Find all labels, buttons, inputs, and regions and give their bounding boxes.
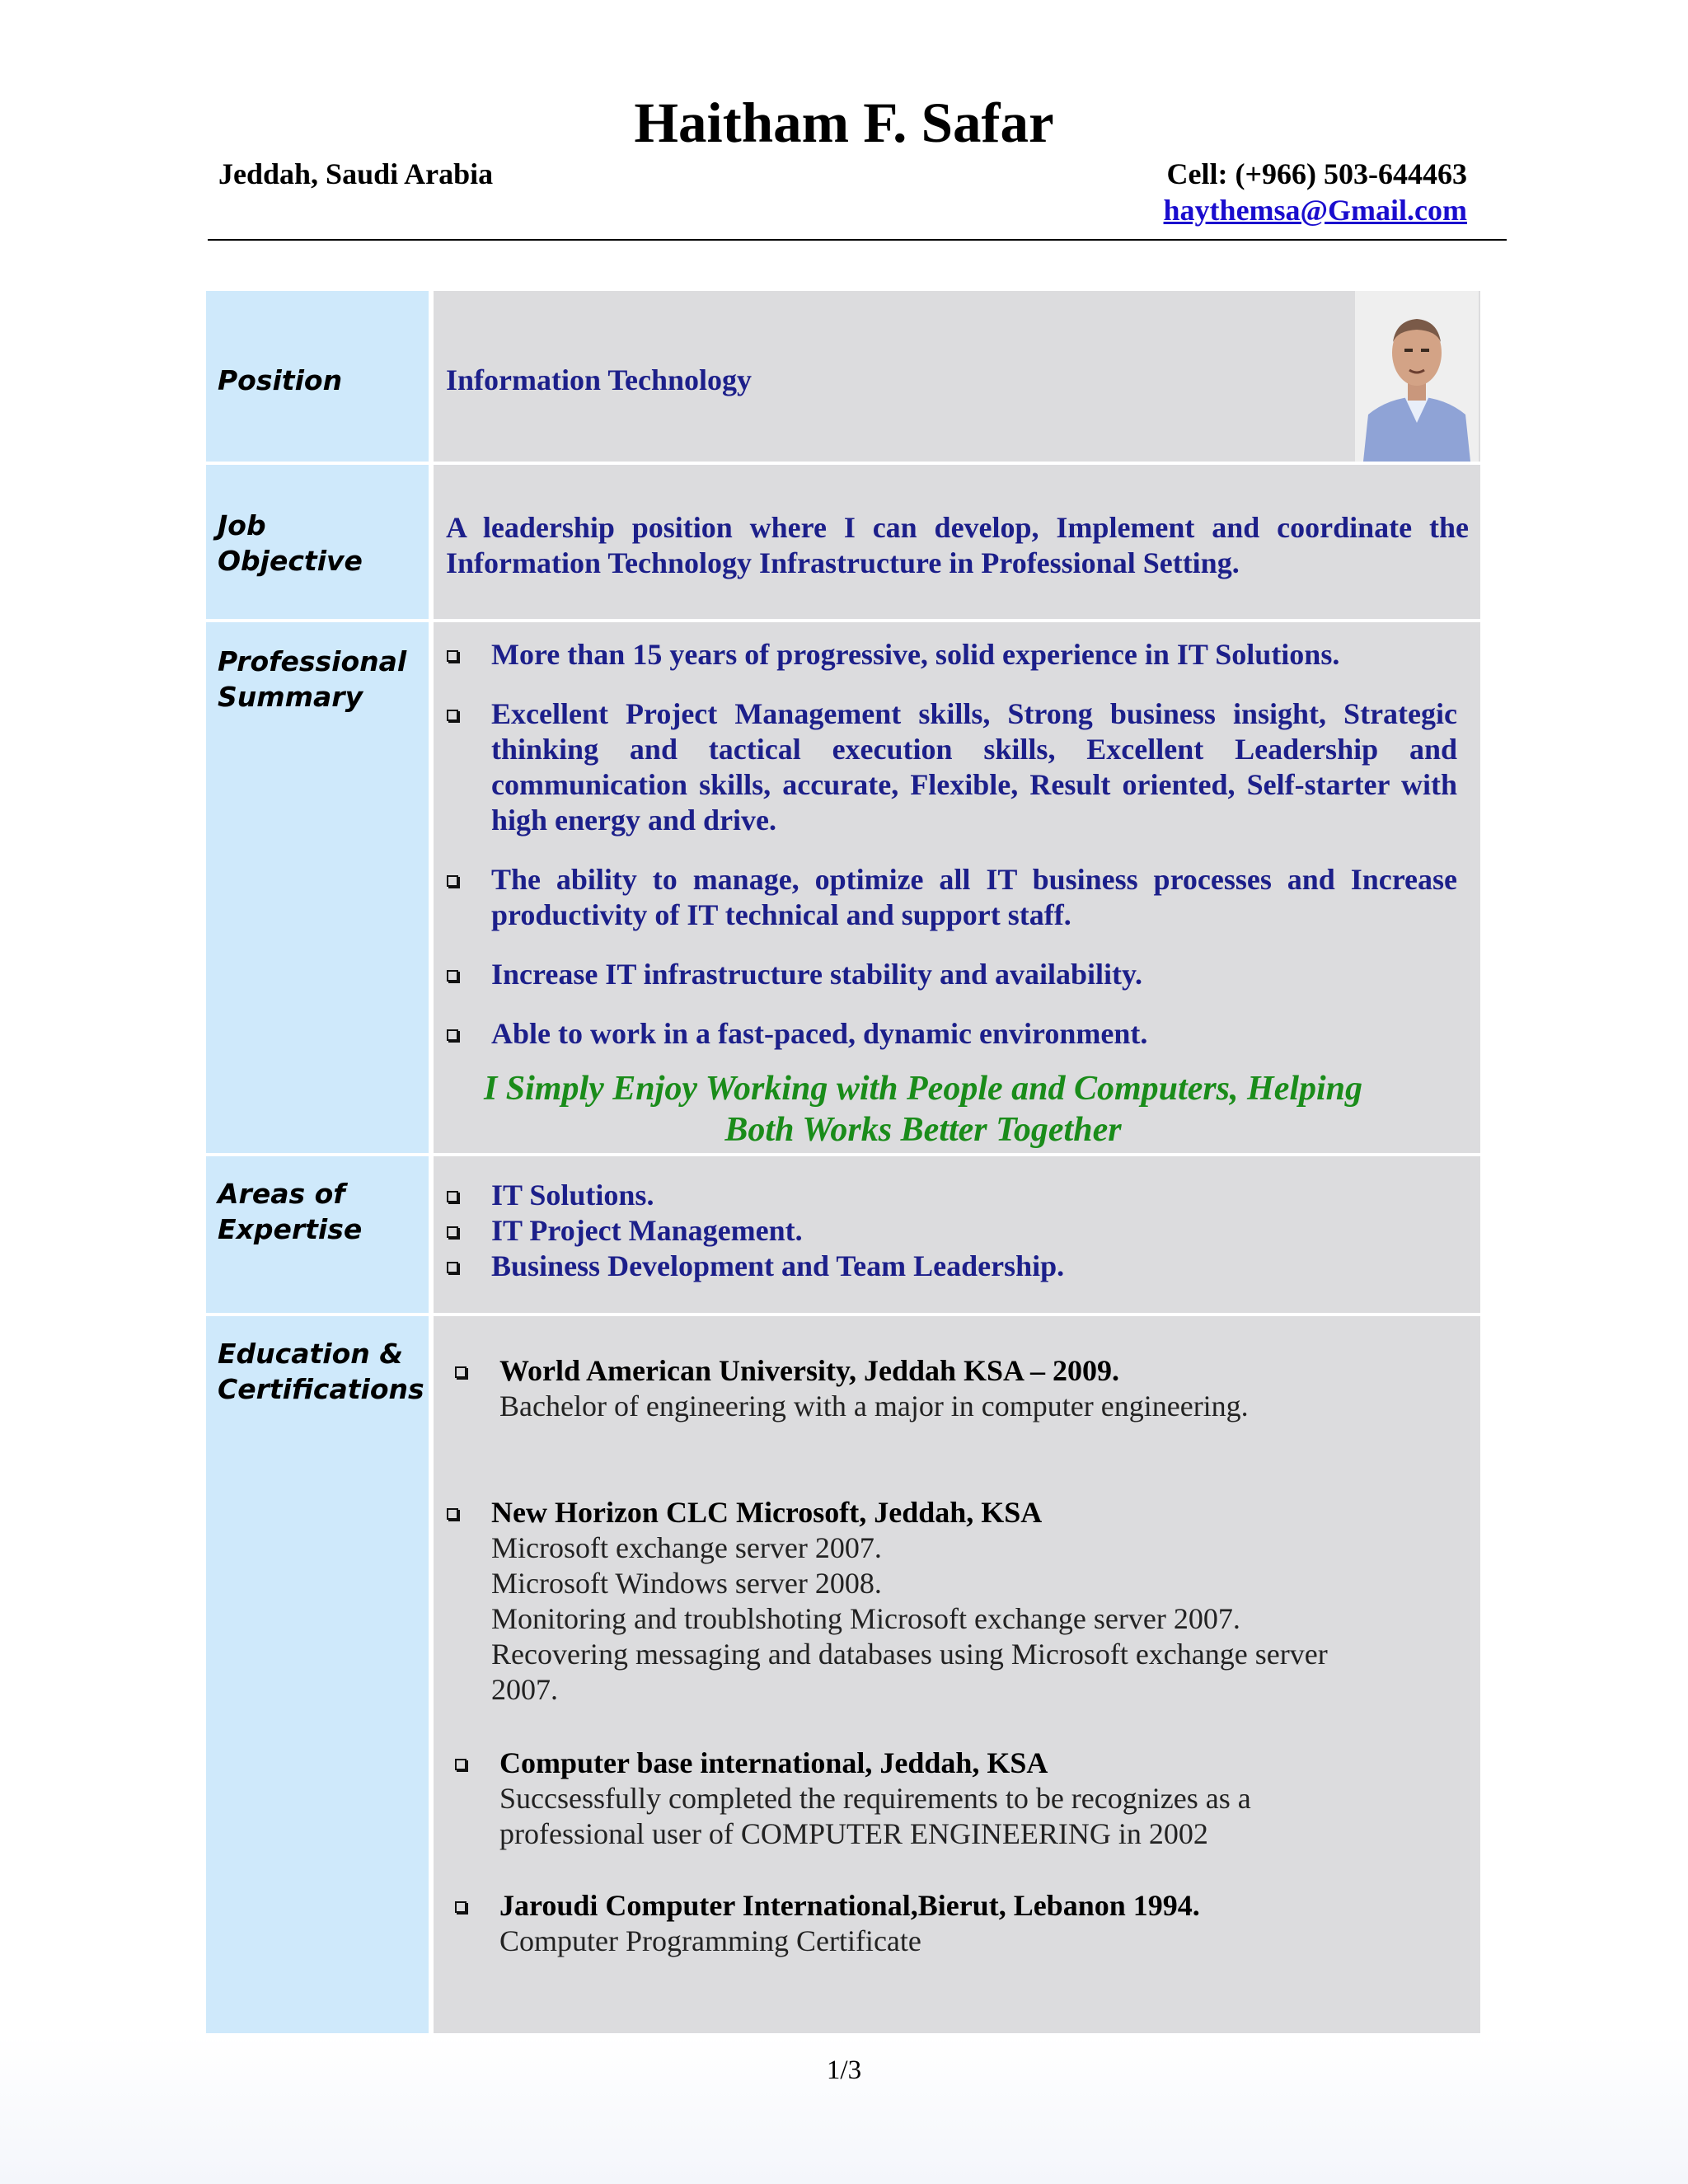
checkbox-bullet-icon: [447, 710, 458, 721]
summary-cell: [434, 622, 1480, 1153]
education-entry-body: [499, 1353, 1249, 1424]
checkbox-bullet-icon: [447, 1262, 458, 1273]
expertise-item-text: Business Development and Team Leadership.: [491, 1249, 1065, 1282]
education-entry: [455, 1888, 1447, 1959]
checkbox-bullet-icon: [447, 1029, 458, 1041]
summary-label-line2: Summary: [218, 681, 363, 713]
education-cell: [434, 1316, 1480, 2033]
expertise-item: [447, 1213, 1457, 1249]
education-entry-body: [491, 1495, 1328, 1708]
education-entry-line: Microsoft Windows server 2008.: [491, 1567, 882, 1600]
education-entry-body: [499, 1746, 1251, 1852]
expertise-label: [206, 1156, 429, 1313]
summary-item-text: Increase IT infrastructure stability and availability.: [491, 958, 1143, 991]
objective-label: [206, 465, 429, 619]
objective-text: A leadership position where I can develop, Implement and coordinate the Information Technology Infrastructure in Professional Setting.: [446, 511, 1469, 579]
summary-label: [206, 622, 429, 1153]
summary-label-line1: Professional: [218, 645, 407, 677]
expertise-cell: [434, 1156, 1480, 1313]
objective-label-line1: Job: [218, 509, 266, 541]
education-entry-title: Computer base international, Jeddah, KSA: [499, 1746, 1048, 1779]
quote-line1: I Simply Enjoy Working with People and Computers, Helping: [483, 1070, 1363, 1108]
education-entry-line: Succsessfully completed the requirements to be recognizes as a: [499, 1782, 1251, 1815]
position-value: Information Technology: [446, 363, 753, 396]
resume-name: Haitham F. Safar: [634, 91, 1054, 154]
summary-item: [447, 696, 1457, 838]
expertise-item-text: IT Project Management.: [491, 1214, 803, 1247]
education-entry-title: Jaroudi Computer International,Bierut, Lebanon 1994.: [499, 1889, 1200, 1922]
checkbox-bullet-icon: [455, 1366, 467, 1378]
education-entry: [455, 1353, 1447, 1424]
education-entry-line: 2007.: [491, 1673, 558, 1706]
expertise-item: [447, 1178, 1457, 1213]
expertise-item-text: IT Solutions.: [491, 1179, 654, 1212]
location: Jeddah, Saudi Arabia: [218, 157, 494, 190]
education-entry: [455, 1746, 1447, 1852]
checkbox-bullet-icon: [447, 875, 458, 887]
summary-item: [447, 637, 1457, 673]
header-divider: [208, 239, 1507, 241]
education-entry-title: New Horizon CLC Microsoft, Jeddah, KSA: [491, 1496, 1043, 1529]
cell-phone: Cell: (+966) 503-644463: [1166, 157, 1467, 190]
checkbox-bullet-icon: [447, 650, 458, 662]
checkbox-bullet-icon: [455, 1901, 467, 1913]
education-entry: [447, 1495, 1447, 1708]
summary-item-text: The ability to manage, optimize all IT business processes and Increase productivity of IT technical and support staff.: [491, 863, 1457, 931]
education-entry-line: Recovering messaging and databases using Microsoft exchange server: [491, 1638, 1328, 1671]
summary-item-text: Able to work in a fast-paced, dynamic environment.: [491, 1017, 1148, 1050]
objective-cell: [434, 465, 1480, 619]
education-label-line1: Education &: [218, 1338, 404, 1370]
checkbox-bullet-icon: [447, 1226, 458, 1238]
position-cell: [434, 291, 1480, 462]
email-link[interactable]: haythemsa@Gmail.com: [1163, 194, 1467, 227]
checkbox-bullet-icon: [447, 970, 458, 982]
education-entry-line: Computer Programming Certificate: [499, 1924, 921, 1957]
expertise-item: [447, 1249, 1457, 1284]
expertise-label-line1: Areas of: [218, 1178, 345, 1210]
education-entry-title: World American University, Jeddah KSA – 2009.: [499, 1354, 1120, 1387]
checkbox-bullet-icon: [447, 1508, 458, 1520]
education-entry-line: professional user of COMPUTER ENGINEERING in 2002: [499, 1817, 1208, 1850]
education-entry-line: Bachelor of engineering with a major in computer engineering.: [499, 1390, 1249, 1422]
education-label: [206, 1316, 429, 2033]
profile-photo: [1355, 291, 1479, 462]
summary-item: [447, 862, 1457, 933]
profile-photo-image: [1355, 291, 1479, 462]
education-entry-line: Microsoft exchange server 2007.: [491, 1531, 882, 1564]
education-entry-body: [499, 1888, 1200, 1959]
quote-line2: Both Works Better Together: [724, 1111, 1122, 1149]
summary-item: [447, 1016, 1457, 1052]
checkbox-bullet-icon: [455, 1759, 467, 1770]
expertise-label-line2: Expertise: [218, 1213, 363, 1245]
objective-label-line2: Objective: [218, 545, 363, 577]
position-label: [206, 291, 429, 462]
checkbox-bullet-icon: [447, 1191, 458, 1202]
education-entry-line: Monitoring and troublshoting Microsoft exchange server 2007.: [491, 1602, 1240, 1635]
position-label-text: Position: [218, 364, 343, 396]
education-label-line2: Certifications: [218, 1373, 424, 1405]
page-number: 1/3: [826, 2055, 862, 2085]
personal-quote: [447, 1068, 1457, 1151]
summary-item-text: Excellent Project Management skills, Strong business insight, Strategic thinking and tactical execution skills, Excellent Leadership and communication skills, accurate, Flexible, Result oriented, Self-starter with high energy and drive.: [491, 697, 1457, 837]
summary-item-text: More than 15 years of progressive, solid experience in IT Solutions.: [491, 638, 1340, 671]
summary-item: [447, 957, 1457, 992]
resume-table: [206, 291, 1480, 2033]
